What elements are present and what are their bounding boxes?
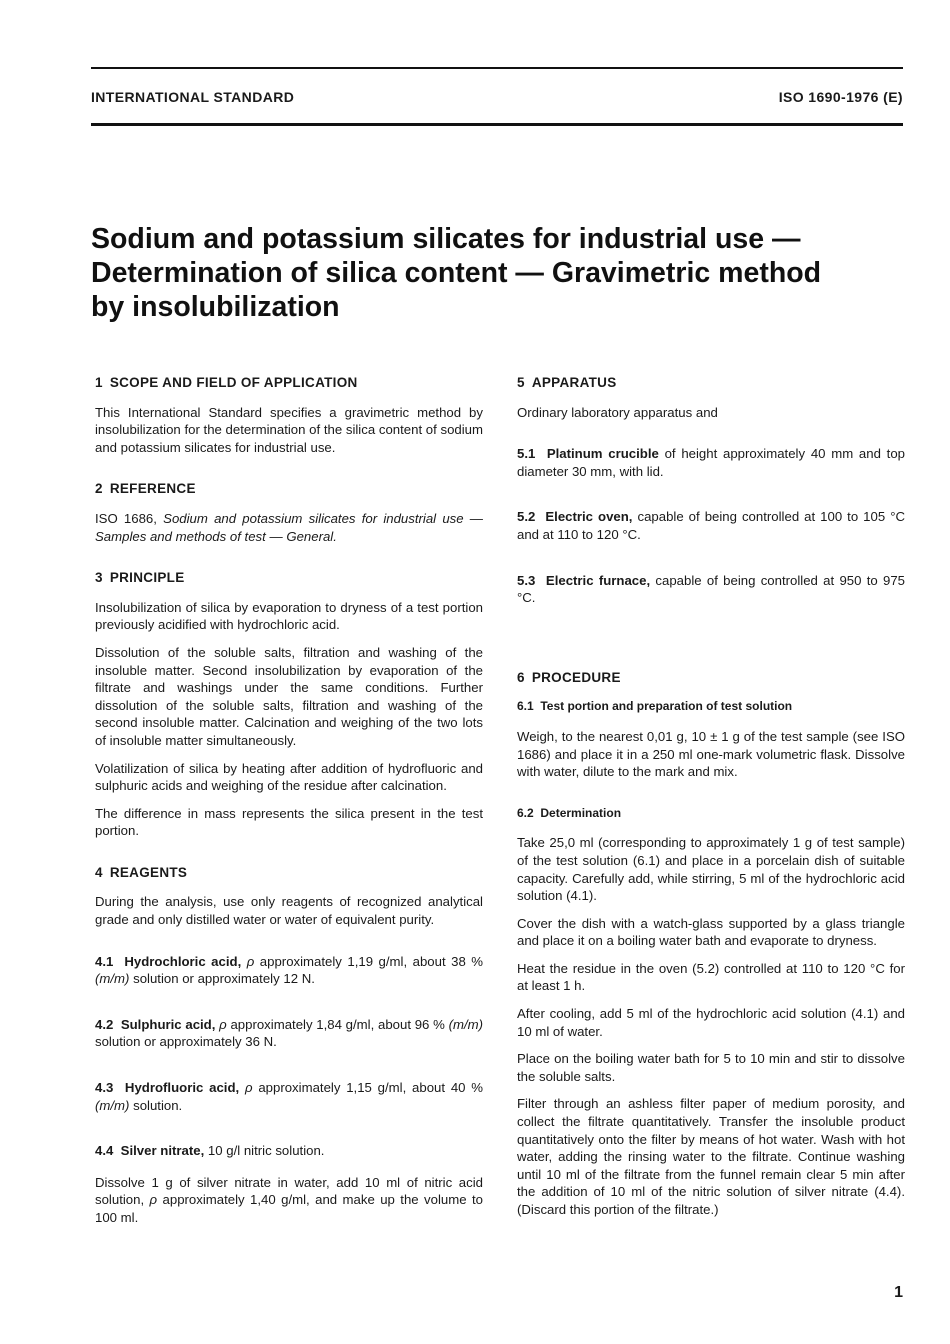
reference-paragraph: ISO 1686, Sodium and potassium silicates for industrial use — Samples and methods of test — General. <box>95 510 483 544</box>
header-top-rule <box>91 67 903 69</box>
determination-paragraph-2: Cover the dish with a watch-glass supported by a glass triangle and place it on a boiling water bath and evaporate to dryness. <box>517 915 905 949</box>
reagent-4-1: 4.1 Hydrochloric acid, ρ approximately 1,19 g/ml, about 38 % (m/m) solution or approximately 12 N. <box>95 953 483 987</box>
subsection-6-2-heading: 6.2 Determination <box>517 805 622 820</box>
section-2-heading: 2 REFERENCE <box>95 481 196 497</box>
principle-paragraph-3: Volatilization of silica by heating after addition of hydrofluoric and sulphuric acids and weighing of the residue after calcination. <box>95 760 483 794</box>
document-title <box>91 222 871 324</box>
determination-paragraph-3: Heat the residue in the oven (5.2) controlled at 110 to 120 °C for at least 1 h. <box>517 960 905 994</box>
subsection-6-1-heading: 6.1 Test portion and preparation of test solution <box>517 699 793 714</box>
right-column <box>517 374 905 1229</box>
determination-paragraph-4: After cooling, add 5 ml of the hydrochloric acid solution (4.1) and 10 ml of water. <box>517 1006 905 1039</box>
reagent-4-4: 4.4 Silver nitrate, 10 g/l nitric solution. <box>95 1143 325 1159</box>
apparatus-5-3: 5.3 Electric furnace, capable of being controlled at 950 to 975 °C. <box>517 572 905 606</box>
title-line-3: by insolubilization <box>91 291 340 323</box>
reagents-paragraph: During the analysis, use only reagents of recognized analytical grade and only distilled water or water of equivalent purity. <box>95 894 483 928</box>
scope-paragraph: This International Standard specifies a gravimetric method by insolubilization for the determination of the silica content of sodium and potassium silicates for industrial use. <box>95 404 483 455</box>
left-column <box>95 374 483 1237</box>
title-line-1: Sodium and potassium silicates for industrial use — <box>91 223 801 255</box>
apparatus-5-1: 5.1 Platinum crucible of height approximately 40 mm and top diameter 30 mm, with lid. <box>517 446 905 479</box>
test-portion-paragraph: Weigh, to the nearest 0,01 g, 10 ± 1 g of the test sample (see ISO 1686) and place it in a 250 ml one-mark volumetric flask. Dissolve with water, dilute to the mark and mix. <box>517 728 905 780</box>
header-doc-type: INTERNATIONAL STANDARD <box>91 89 295 105</box>
title-line-2: Determination of silica content — Gravimetric method <box>91 257 822 289</box>
section-6-heading: 6 PROCEDURE <box>517 669 621 685</box>
header-standard-number: ISO 1690-1976 (E) <box>778 89 903 105</box>
section-4-heading: 4 REAGENTS <box>95 864 188 880</box>
principle-paragraph-1: Insolubilization of silica by evaporation to dryness of a test portion previously acidified with hydrochloric acid. <box>95 599 483 633</box>
page-number: 1 <box>894 1284 903 1301</box>
reagent-4-2: 4.2 Sulphuric acid, ρ approximately 1,84 g/ml, about 96 % (m/m) solution or approximately 36 N. <box>95 1016 483 1050</box>
apparatus-paragraph: Ordinary laboratory apparatus and <box>517 404 718 420</box>
principle-paragraph-4: The difference in mass represents the silica present in the test portion. <box>95 805 483 839</box>
reagent-4-3: 4.3 Hydrofluoric acid, ρ approximately 1,15 g/ml, about 40 % (m/m) solution. <box>95 1080 483 1113</box>
section-1-heading: 1 SCOPE AND FIELD OF APPLICATION <box>95 375 358 390</box>
silver-nitrate-preparation: Dissolve 1 g of silver nitrate in water, add 10 ml of nitric acid solution, ρ approximately 1,40 g/ml, and make up the volume to 100 ml. <box>95 1174 483 1225</box>
principle-paragraph-2: Dissolution of the soluble salts, filtration and washing of the insoluble matter. Second insolubilization by evaporation of the filtrate and washings under the same conditions. Further dissolution of the soluble salts, filtration and washing of the second insoluble matter. Calcination and weighing of the two lots of insoluble matter simultaneously. <box>95 644 483 748</box>
determination-paragraph-5: Place on the boiling water bath for 5 to 10 min and stir to dissolve the soluble salts. <box>517 1051 905 1084</box>
determination-paragraph-1: Take 25,0 ml (corresponding to approximately 1 g of test sample) of the test solution (6.1) and place in a porcelain dish of suitable capacity. Carefully add, while stirring, 5 ml of the hydrochloric acid solution (4.1). <box>517 835 905 904</box>
apparatus-5-2: 5.2 Electric oven, capable of being controlled at 100 to 105 °C and at 110 to 120 °C. <box>517 509 905 542</box>
determination-paragraph-6: Filter through an ashless filter paper of medium porosity, and collect the filtrate quantitatively. Transfer the insoluble product quantitatively onto the filter by means of hot water. Wash with hot water, adding the rinsing water to the filtrate. Continue washing until 10 ml of the filtrate from the funnel remain clear 5 min after the addition of 10 ml of the nitric solution of silver nitrate (4.4). (Discard this portion of the filtrate.) <box>517 1096 905 1217</box>
header-bottom-rule <box>91 123 903 126</box>
section-3-heading: 3 PRINCIPLE <box>95 570 185 586</box>
section-5-heading: 5 APPARATUS <box>517 375 617 390</box>
